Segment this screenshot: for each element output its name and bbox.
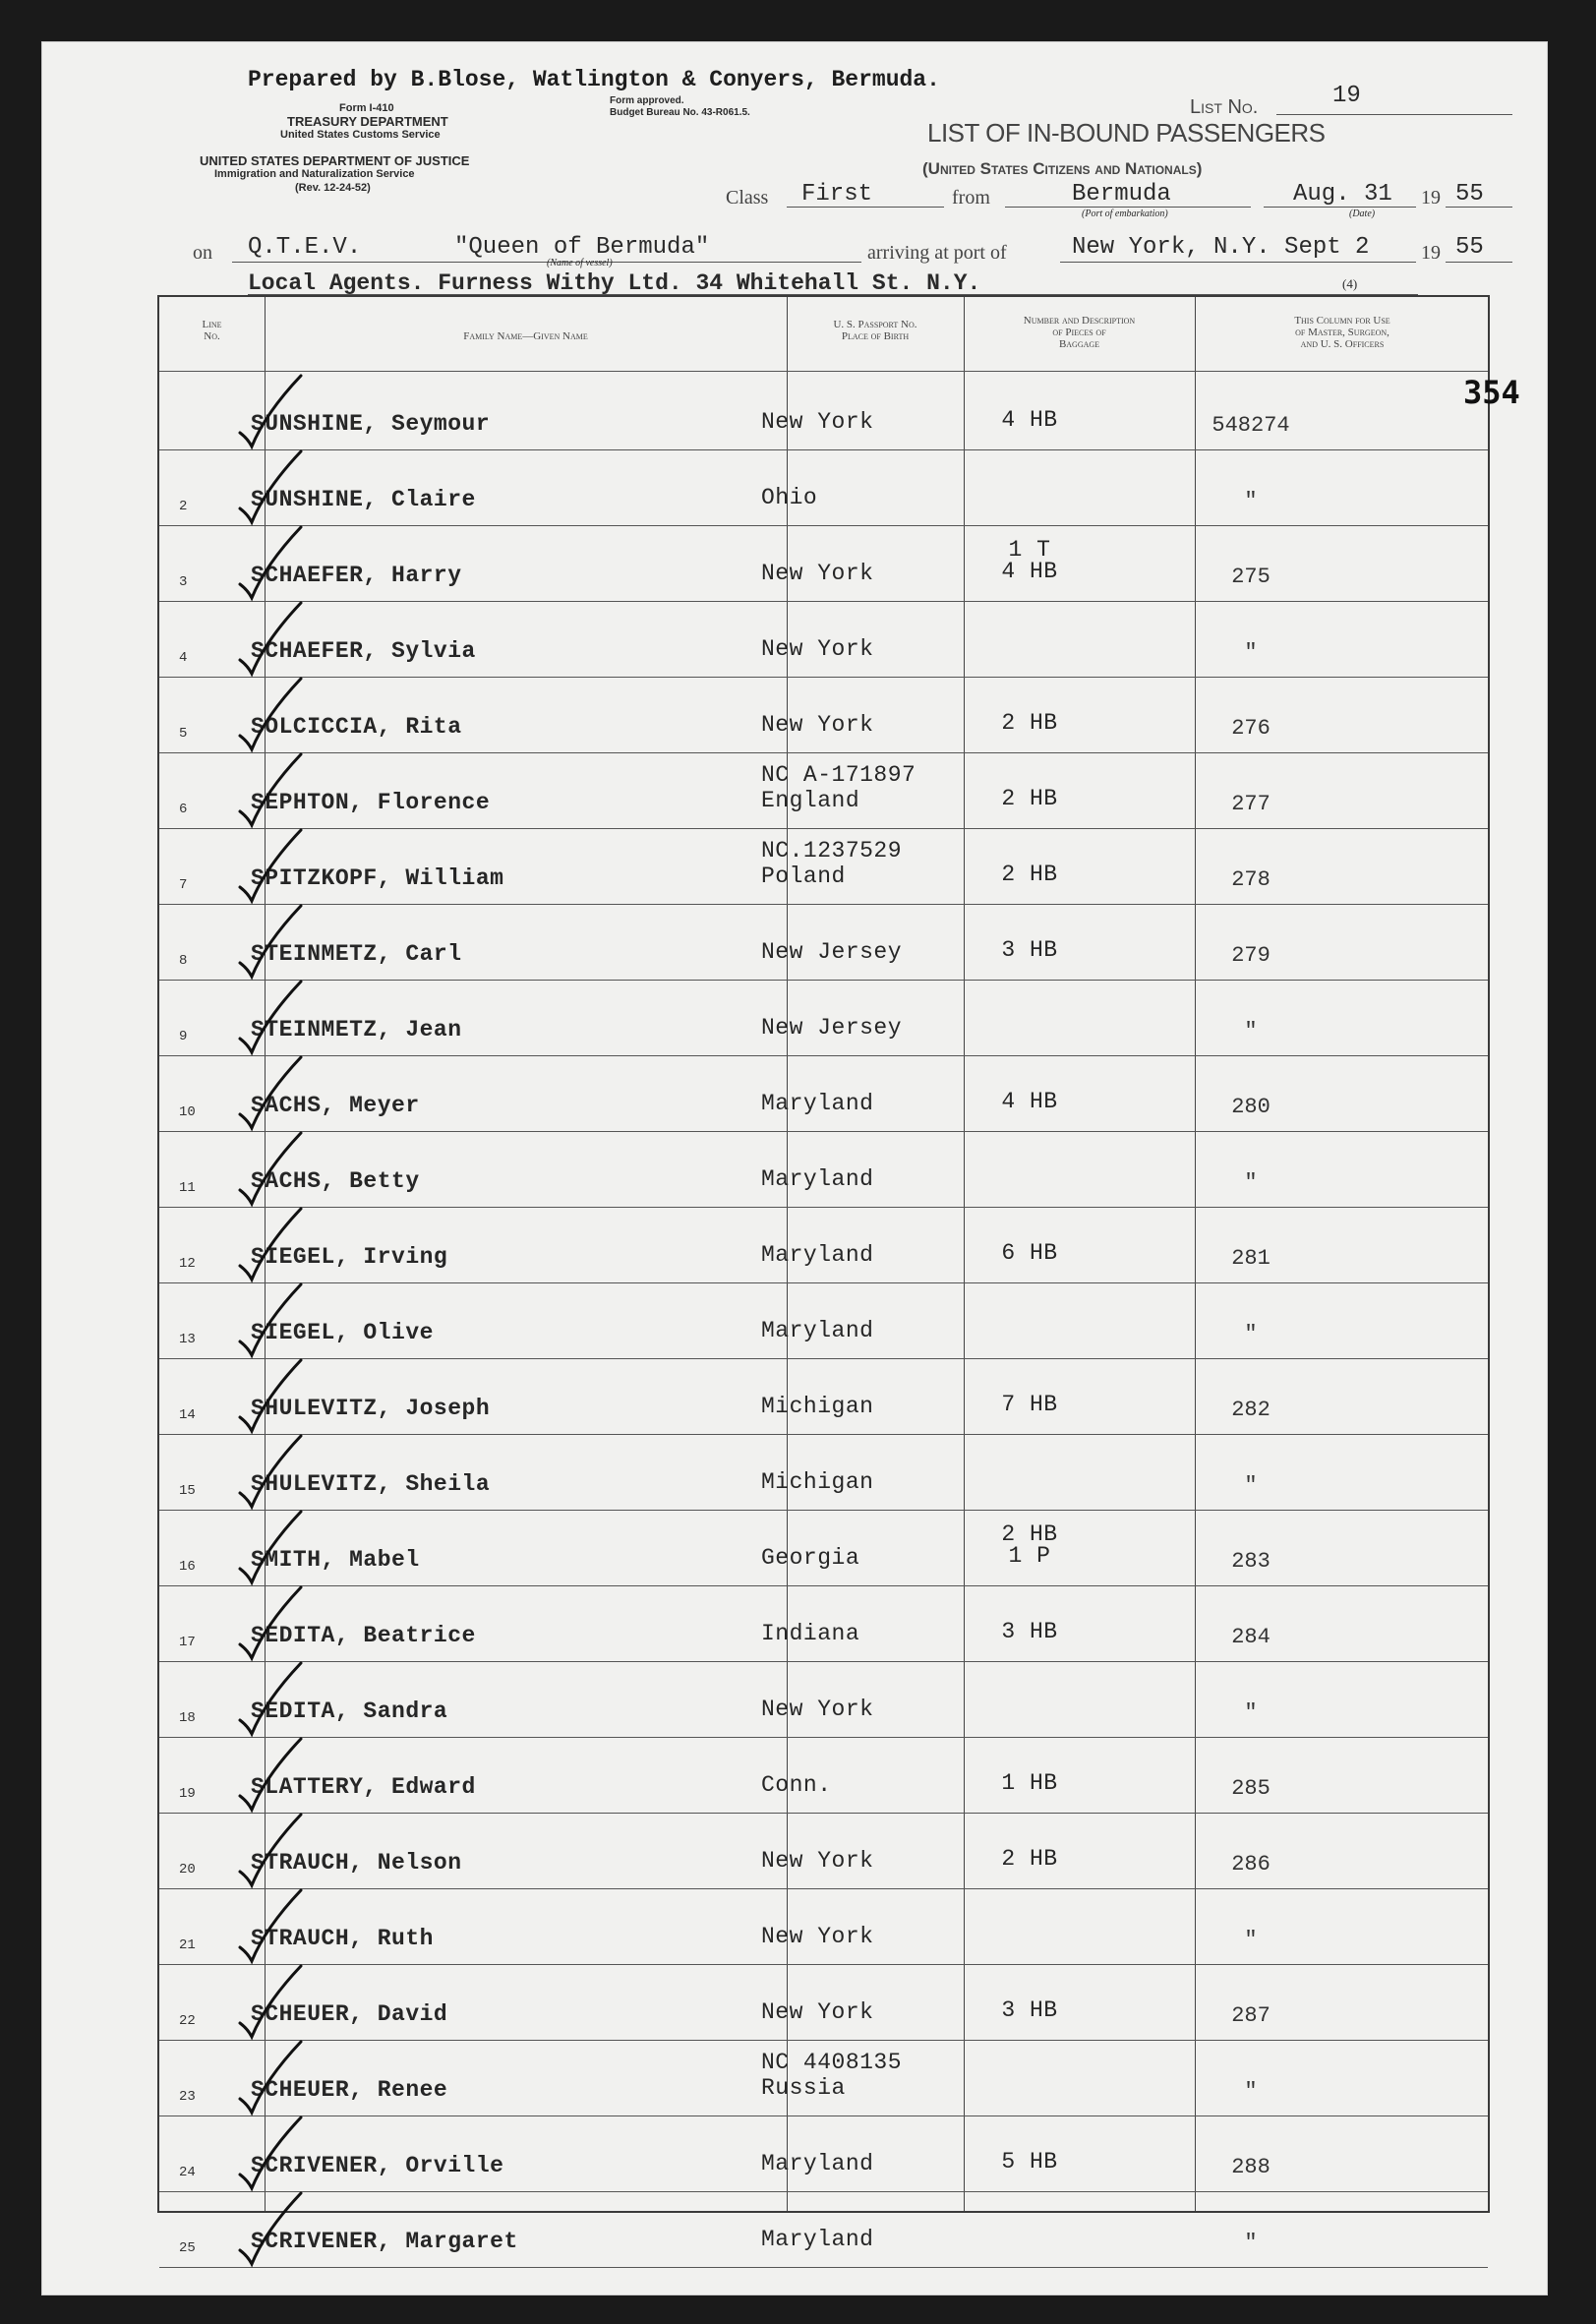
officer-number: 288 <box>1231 2155 1271 2179</box>
col-passport: U. S. Passport No. Place of Birth <box>833 319 917 342</box>
passport-or-birthplace: New Jersey <box>761 939 903 965</box>
list-no-label: List No. <box>1190 96 1259 118</box>
officer-number: 286 <box>1231 1852 1271 1877</box>
passenger-name: SEPHTON, Florence <box>251 790 491 815</box>
line-number: 8 <box>179 953 188 969</box>
officer-number: " <box>1244 1473 1258 1498</box>
passenger-name: SUNSHINE, Seymour <box>251 411 491 437</box>
passenger-name: SCHAEFER, Sylvia <box>251 638 476 664</box>
check-mark-icon <box>236 1358 305 1437</box>
col-name: Family Name—Given Name <box>463 330 588 342</box>
passport-or-birthplace: New Jersey <box>761 1015 903 1041</box>
passenger-name: SIEGEL, Irving <box>251 1244 448 1270</box>
passport-or-birthplace: New York <box>761 1999 874 2025</box>
table-row <box>159 904 1488 980</box>
date-caption: (Date) <box>1349 209 1376 219</box>
class-label: Class <box>726 187 769 209</box>
passenger-name: SEDITA, Sandra <box>251 1698 448 1724</box>
table-row <box>159 1282 1488 1358</box>
passenger-name: SIEGEL, Olive <box>251 1320 434 1345</box>
local-agents: Local Agents. Furness Withy Ltd. 34 Whitehall St. N.Y. <box>248 270 981 296</box>
list-no-value: 19 <box>1332 83 1361 109</box>
passenger-name: SCHEUER, David <box>251 2001 448 2027</box>
officer-number: 282 <box>1231 1398 1271 1422</box>
baggage: 3 HB <box>1001 1997 1058 2023</box>
depart-year-prefix: 19 <box>1421 187 1441 209</box>
line-number: 9 <box>179 1029 188 1044</box>
baggage: 5 HB <box>1001 2149 1058 2175</box>
vessel-name: "Queen of Bermuda" <box>454 234 710 261</box>
table-row <box>159 980 1488 1055</box>
list-title: LIST OF IN-BOUND PASSENGERS <box>927 118 1326 148</box>
passport-or-birthplace: Michigan <box>761 1469 874 1495</box>
row-divider <box>159 2267 1488 2268</box>
passport-or-birthplace: New York <box>761 561 874 586</box>
officer-number: " <box>1244 1019 1258 1043</box>
baggage: 2 HB 1 P <box>1001 1521 1058 1569</box>
passenger-name: SHULEVITZ, Joseph <box>251 1396 491 1421</box>
check-mark-icon <box>236 1131 305 1210</box>
line-number: 11 <box>179 1180 196 1196</box>
depart-year: 55 <box>1455 181 1484 208</box>
passport-or-birthplace: New York <box>761 1924 874 1949</box>
passenger-name: SCRIVENER, Orville <box>251 2153 504 2178</box>
baggage: 4 HB <box>1001 1089 1058 1114</box>
class-value: First <box>801 181 873 208</box>
line-number: 24 <box>179 2165 196 2180</box>
baggage: 2 HB <box>1001 786 1058 811</box>
line-number: 22 <box>179 2013 196 2029</box>
baggage: 1 T 4 HB <box>1001 537 1058 584</box>
line-number: 25 <box>179 2240 196 2256</box>
check-mark-icon <box>236 1964 305 2043</box>
passport-or-birthplace: Michigan <box>761 1394 874 1419</box>
officer-number: " <box>1244 1322 1258 1346</box>
check-mark-icon <box>236 980 305 1058</box>
col-line-no: Line No. <box>202 319 222 342</box>
check-mark-icon <box>236 752 305 831</box>
passenger-name: STEINMETZ, Jean <box>251 1017 462 1043</box>
line-number: 21 <box>179 1937 196 1953</box>
officer-number: " <box>1244 1700 1258 1725</box>
check-mark-icon <box>236 601 305 680</box>
baggage: 1 HB <box>1001 1770 1058 1796</box>
passenger-name: SLATTERY, Edward <box>251 1774 476 1800</box>
table-row <box>159 1813 1488 1888</box>
col-num-caption: (4) <box>1342 276 1358 291</box>
arrival-port: New York, N.Y. Sept 2 <box>1072 234 1370 261</box>
table-row <box>159 1055 1488 1131</box>
officer-number: 287 <box>1231 2003 1271 2028</box>
line-number: 14 <box>179 1407 196 1423</box>
passenger-name: SUNSHINE, Claire <box>251 487 476 512</box>
passenger-name: SPITZKOPF, William <box>251 865 504 891</box>
check-mark-icon <box>236 1661 305 1740</box>
passenger-name: SACHS, Betty <box>251 1168 420 1194</box>
baggage: 2 HB <box>1001 862 1058 887</box>
line-number: 23 <box>179 2089 196 2105</box>
passenger-name: SOLCICCIA, Rita <box>251 714 462 740</box>
baggage: 6 HB <box>1001 1240 1058 1266</box>
col-officers: This Column for Use of Master, Surgeon, and U. S. Officers <box>1294 315 1390 350</box>
line-number: 17 <box>179 1635 196 1650</box>
line-number: 16 <box>179 1559 196 1575</box>
check-mark-icon <box>236 374 305 452</box>
table-row <box>159 1207 1488 1282</box>
officer-number: 276 <box>1231 716 1271 741</box>
passenger-name: SHULEVITZ, Sheila <box>251 1471 491 1497</box>
line-number: 10 <box>179 1104 196 1120</box>
arrival-underline <box>1060 262 1416 263</box>
vessel-prefix: Q.T.E.V. <box>248 234 362 261</box>
check-mark-icon <box>236 904 305 983</box>
passport-or-birthplace: New York <box>761 1848 874 1874</box>
table-row <box>159 2040 1488 2115</box>
table-row <box>159 1585 1488 1661</box>
passport-or-birthplace: Conn. <box>761 1772 832 1798</box>
table-row <box>159 1510 1488 1585</box>
from-value: Bermuda <box>1072 181 1171 208</box>
table-row <box>159 1964 1488 2040</box>
passport-or-birthplace: NC.1237529 Poland <box>761 838 903 889</box>
list-no-underline <box>1276 114 1512 115</box>
check-mark-icon <box>236 677 305 755</box>
form-number: Form I-410 <box>339 102 394 114</box>
passport-or-birthplace: Maryland <box>761 1166 874 1192</box>
officer-number: " <box>1244 2079 1258 2104</box>
from-caption: (Port of embarkation) <box>1082 209 1168 219</box>
arrival-year-prefix: 19 <box>1421 242 1441 264</box>
check-mark-icon <box>236 1434 305 1513</box>
line-number: 6 <box>179 802 188 817</box>
passenger-name: SCHAEFER, Harry <box>251 563 462 588</box>
check-mark-icon <box>236 1207 305 1285</box>
baggage: 7 HB <box>1001 1392 1058 1417</box>
from-label: from <box>952 187 990 209</box>
table-row <box>159 1888 1488 1964</box>
check-mark-icon <box>236 1585 305 1664</box>
line-number: 4 <box>179 650 188 666</box>
officer-number: 283 <box>1231 1549 1271 1574</box>
passport-or-birthplace: New York <box>761 712 874 738</box>
table-row <box>159 1131 1488 1207</box>
table-row <box>159 1661 1488 1737</box>
passenger-name: SACHS, Meyer <box>251 1093 420 1118</box>
check-mark-icon <box>236 1282 305 1361</box>
officer-number: 281 <box>1231 1246 1271 1271</box>
revision: (Rev. 12-24-52) <box>295 182 371 194</box>
passport-or-birthplace: NC A-171897 England <box>761 762 916 813</box>
check-mark-icon <box>236 1510 305 1588</box>
check-mark-icon <box>236 1055 305 1134</box>
table-row <box>159 677 1488 752</box>
check-mark-icon <box>236 1888 305 1967</box>
check-mark-icon <box>236 2191 305 2270</box>
officer-number: 277 <box>1231 792 1271 816</box>
officer-number: 279 <box>1231 943 1271 968</box>
table-row <box>159 374 1488 449</box>
table-row <box>159 1358 1488 1434</box>
list-subtitle: (United States Citizens and Nationals) <box>922 159 1203 178</box>
table-row <box>159 1434 1488 1510</box>
line-number: 12 <box>179 1256 196 1272</box>
officer-number: " <box>1244 640 1258 665</box>
line-number: 3 <box>179 574 188 590</box>
prepared-by: Prepared by B.Blose, Watlington & Conyers, Bermuda. <box>248 67 940 92</box>
passenger-name: STRAUCH, Nelson <box>251 1850 462 1876</box>
passport-or-birthplace: Ohio <box>761 485 818 510</box>
col-baggage: Number and Description of Pieces of Baggage <box>1023 315 1136 350</box>
stamp-number: 354 <box>1463 374 1520 411</box>
passport-or-birthplace: Georgia <box>761 1545 860 1571</box>
line-number: 5 <box>179 726 188 742</box>
officer-number: 284 <box>1231 1625 1271 1649</box>
officer-number: " <box>1244 489 1258 513</box>
check-mark-icon <box>236 1737 305 1816</box>
arrival-year-underline <box>1446 262 1512 263</box>
officer-number: 285 <box>1231 1776 1271 1801</box>
baggage: 3 HB <box>1001 937 1058 963</box>
table-row <box>159 601 1488 677</box>
passport-or-birthplace: Indiana <box>761 1621 860 1646</box>
vessel-caption: (Name of vessel) <box>547 258 613 268</box>
passport-or-birthplace: Maryland <box>761 1242 874 1268</box>
officer-number: 278 <box>1231 867 1271 892</box>
baggage: 2 HB <box>1001 1846 1058 1872</box>
ins-title: Immigration and Naturalization Service <box>214 168 415 180</box>
check-mark-icon <box>236 2115 305 2194</box>
passport-or-birthplace: NC 4408135 Russia <box>761 2050 903 2101</box>
baggage: 3 HB <box>1001 1619 1058 1644</box>
line-number: 20 <box>179 1862 196 1877</box>
table-row <box>159 2115 1488 2191</box>
table-row <box>159 2191 1488 2267</box>
line-number: 18 <box>179 1710 196 1726</box>
table-row <box>159 1737 1488 1813</box>
passport-or-birthplace: New York <box>761 636 874 662</box>
check-mark-icon <box>236 1813 305 1891</box>
depart-date: Aug. 31 <box>1293 181 1392 208</box>
passport-or-birthplace: New York <box>761 409 874 435</box>
passenger-name: STRAUCH, Ruth <box>251 1926 434 1951</box>
passport-or-birthplace: Maryland <box>761 1091 874 1116</box>
passenger-name: SCRIVENER, Margaret <box>251 2229 518 2254</box>
check-mark-icon <box>236 525 305 604</box>
officer-number: " <box>1244 1170 1258 1195</box>
line-number: 2 <box>179 499 188 514</box>
check-mark-icon <box>236 828 305 907</box>
table-row <box>159 525 1488 601</box>
form-approved: Form approved. <box>610 95 684 106</box>
arrival-year: 55 <box>1455 234 1484 261</box>
customs-service: United States Customs Service <box>280 129 441 141</box>
officer-number: " <box>1244 1928 1258 1952</box>
baggage: 4 HB <box>1001 407 1058 433</box>
table-row <box>159 828 1488 904</box>
on-label: on <box>193 242 212 264</box>
passport-or-birthplace: Maryland <box>761 2227 874 2252</box>
passenger-name: SMITH, Mabel <box>251 1547 420 1573</box>
baggage: 2 HB <box>1001 710 1058 736</box>
passenger-name: STEINMETZ, Carl <box>251 941 462 967</box>
passport-or-birthplace: Maryland <box>761 2151 874 2176</box>
officer-number: 275 <box>1231 565 1271 589</box>
officer-number: " <box>1244 2231 1258 2255</box>
arriving-label: arriving at port of <box>867 242 1007 264</box>
table-row <box>159 449 1488 525</box>
officer-number: 548274 <box>1212 413 1290 438</box>
passenger-table <box>157 295 1490 2256</box>
check-mark-icon <box>236 449 305 528</box>
treasury-dept: TREASURY DEPARTMENT <box>287 114 448 129</box>
line-number: 19 <box>179 1786 196 1802</box>
budget-bureau: Budget Bureau No. 43-R061.5. <box>610 107 750 118</box>
check-mark-icon <box>236 2040 305 2118</box>
passenger-name: SEDITA, Beatrice <box>251 1623 476 1648</box>
line-number: 13 <box>179 1332 196 1347</box>
officer-number: 280 <box>1231 1095 1271 1119</box>
line-number: 7 <box>179 877 188 893</box>
passport-or-birthplace: New York <box>761 1697 874 1722</box>
line-number: 15 <box>179 1483 196 1499</box>
doj-title: UNITED STATES DEPARTMENT OF JUSTICE <box>200 153 470 168</box>
passenger-name: SCHEUER, Renee <box>251 2077 448 2103</box>
table-row <box>159 752 1488 828</box>
passport-or-birthplace: Maryland <box>761 1318 874 1343</box>
